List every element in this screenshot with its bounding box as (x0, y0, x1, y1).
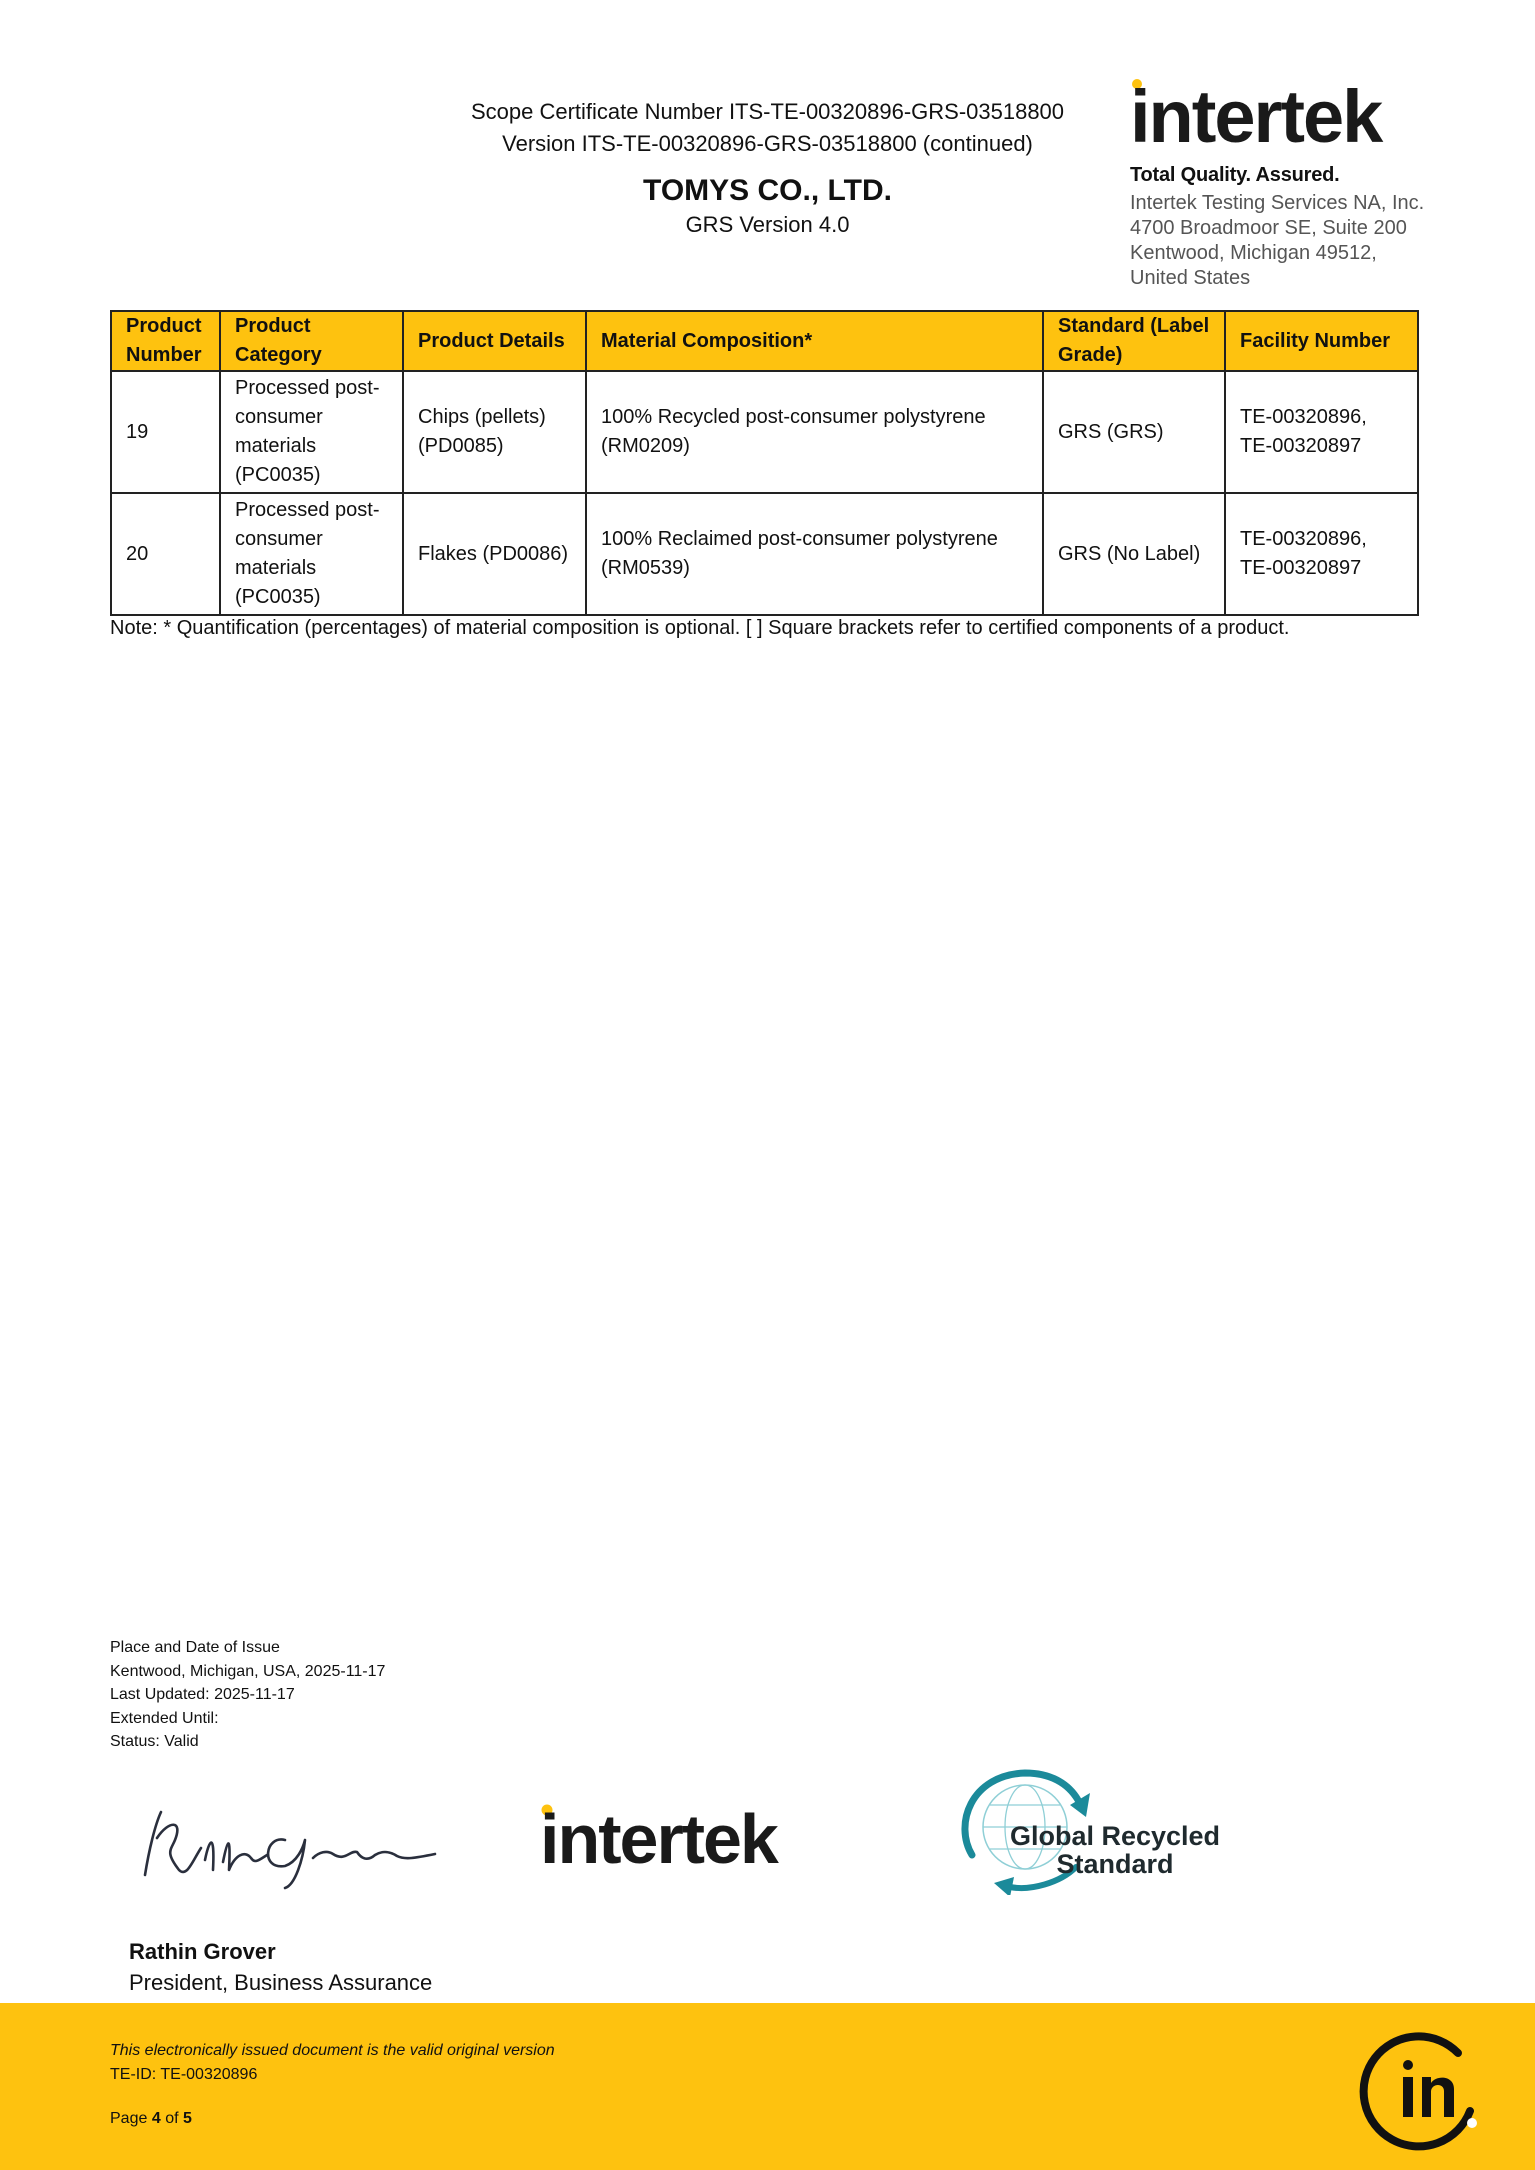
table-header-row (111, 311, 1418, 371)
cell-facility-number: TE-00320896, TE-00320897 (1225, 371, 1418, 493)
status: Status: Valid (110, 1733, 199, 1750)
signer-title: President, Business Assurance (129, 1970, 433, 1995)
address-line: Intertek Testing Services NA, Inc. (1130, 192, 1425, 214)
certificate-header (400, 96, 1135, 240)
intertek-footer-logo (540, 1803, 810, 1873)
last-updated: Last Updated: 2025-11-17 (110, 1686, 295, 1703)
issuer-block (1130, 78, 1430, 291)
cell-facility-number: TE-00320896, TE-00320897 (1225, 493, 1418, 615)
header-product-details: Product Details (403, 311, 586, 371)
cell-standard: GRS (GRS) (1043, 371, 1225, 493)
intertek-logo (1130, 78, 1430, 158)
cell-product-category: Processed post-consumer materials (PC0035) (220, 371, 403, 493)
cell-product-details: Chips (pellets) (PD0085) (403, 371, 586, 493)
issuer-address (1130, 191, 1430, 291)
grs-line1: Global Recycled (1009, 1821, 1221, 1851)
grs-version: GRS Version 4.0 (685, 212, 850, 237)
company-name: TOMYS CO., LTD. (643, 174, 892, 207)
grs-line2: Standard (1056, 1849, 1174, 1879)
validity-statement: This electronically issued document is the valid original version (110, 2042, 555, 2059)
grs-logo-text (1000, 1822, 1230, 1878)
cell-product-number: 19 (111, 371, 220, 493)
header-material-composition: Material Composition* (586, 311, 1043, 371)
issuer-tagline: Total Quality. Assured. (1130, 164, 1340, 186)
cell-product-number: 20 (111, 493, 220, 615)
signer-block (129, 1937, 432, 1999)
intertek-in-icon (1358, 2023, 1488, 2153)
page-of: of (165, 2110, 179, 2127)
header-facility-number: Facility Number (1225, 311, 1418, 371)
cell-product-details: Flakes (PD0086) (403, 493, 586, 615)
issue-place-date: Kentwood, Michigan, USA, 2025-11-17 (110, 1662, 386, 1680)
header-product-number: Product Number (111, 311, 220, 371)
page-footer (0, 2003, 1535, 2170)
address-line: Kentwood, Michigan 49512, (1130, 242, 1377, 264)
signer-name: Rathin Grover (129, 1939, 276, 1964)
te-id: TE-ID: TE-00320896 (110, 2066, 258, 2083)
cell-standard: GRS (No Label) (1043, 493, 1225, 615)
address-line: United States (1130, 267, 1251, 289)
footer-text (110, 2039, 555, 2087)
table-row (111, 371, 1418, 493)
issue-label: Place and Date of Issue (110, 1639, 280, 1656)
signature-image (135, 1800, 455, 1890)
extended-until: Extended Until: (110, 1709, 219, 1727)
table-row (111, 493, 1418, 615)
certificate-number: Scope Certificate Number ITS-TE-00320896-GRS-03518800 (470, 99, 1065, 124)
address-line: 4700 Broadmoor SE, Suite 200 (1130, 217, 1407, 239)
table-note: Note: * Quantification (percentages) of material composition is optional. [ ] Square brackets refer to certified components of a product. (110, 617, 1290, 639)
page-current: 4 (151, 2110, 161, 2127)
cell-material-composition: 100% Reclaimed post-consumer polystyrene (RM0539) (586, 493, 1043, 615)
header-product-category: Product Category (220, 311, 403, 371)
page-number (110, 2110, 192, 2128)
products-table (110, 310, 1419, 616)
issue-info (110, 1636, 385, 1754)
cell-product-category: Processed post-consumer materials (PC0035) (220, 493, 403, 615)
intertek-footer-logo-text: intertek (540, 1803, 777, 1873)
certificate-version: Version ITS-TE-00320896-GRS-03518800 (continued) (502, 131, 1033, 156)
header-standard: Standard (Label Grade) (1043, 311, 1225, 371)
page-total: 5 (182, 2110, 192, 2127)
cell-material-composition: 100% Recycled post-consumer polystyrene (RM0209) (586, 371, 1043, 493)
intertek-logo-text: intertek (1130, 78, 1382, 158)
page-prefix: Page (110, 2110, 148, 2127)
